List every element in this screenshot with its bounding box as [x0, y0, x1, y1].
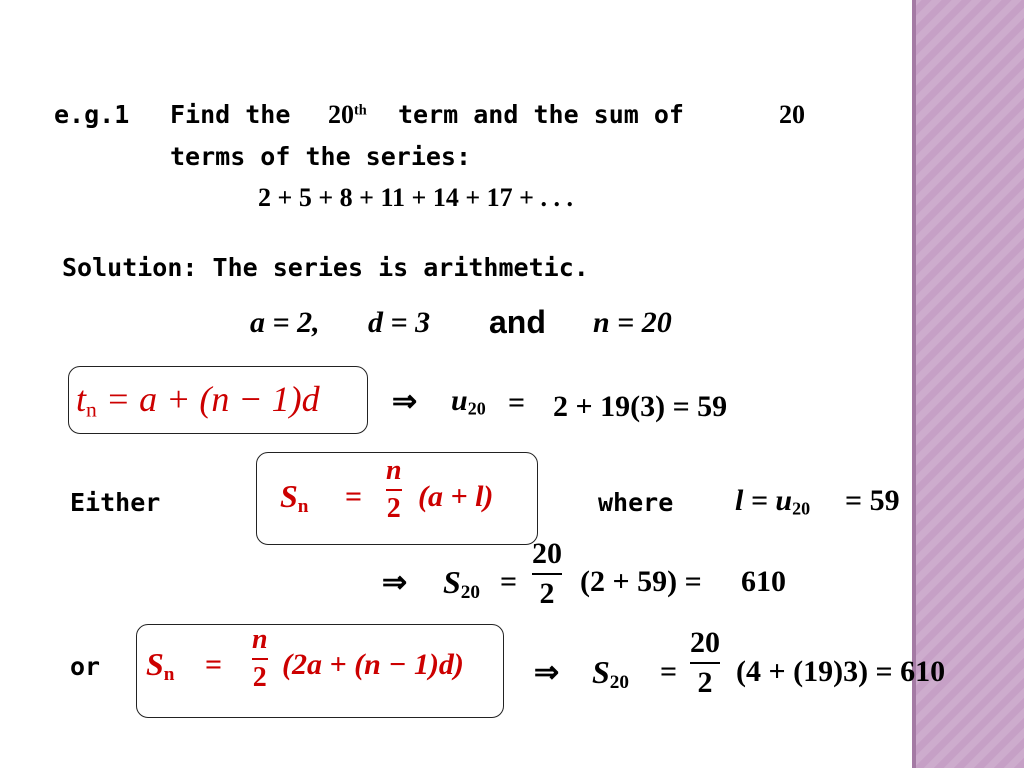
sum-formula-2-fraction: n 2	[252, 624, 268, 693]
S20-expression-1: (2 + 59) =	[580, 565, 702, 598]
fraction-20-over-2-b: 20 2	[690, 626, 720, 699]
given-d: d = 3	[368, 306, 431, 339]
or-label: or	[70, 652, 101, 681]
sum-formula-1-paren: (a + l)	[418, 480, 494, 513]
implies-arrow-2: ⇒	[382, 566, 408, 599]
equals-3: =	[660, 655, 678, 688]
l-result: = 59	[845, 484, 900, 517]
fraction-20-over-2-a: 20 2	[532, 537, 562, 610]
S20-symbol-2: $S_{20}$	[592, 654, 629, 693]
implies-arrow-3: ⇒	[534, 656, 560, 689]
where-label: where	[598, 488, 674, 517]
given-a: a = 2,	[250, 306, 320, 339]
sum-count: 20	[779, 100, 805, 129]
implies-arrow-1: ⇒	[392, 385, 418, 418]
equals-2: =	[500, 565, 518, 598]
u20-symbol: $u_{20}$	[451, 384, 486, 419]
stripe-edge	[912, 0, 916, 768]
term-number: 20th	[328, 100, 367, 129]
sum-formula-1-fraction: n 2	[386, 455, 402, 524]
equals-1: =	[508, 386, 526, 419]
problem-text-3: terms of the series:	[170, 142, 472, 171]
example-label: e.g.1	[54, 100, 130, 129]
S20-result-1: 610	[741, 565, 786, 598]
S20-symbol-1: $S_{20}$	[443, 564, 480, 603]
sum-formula-2-paren: (2a + (n − 1)d)	[282, 648, 464, 681]
solution-intro: Solution: The series is arithmetic.	[62, 253, 589, 282]
decorative-side-stripe	[912, 0, 1024, 768]
series-expression: 2 + 5 + 8 + 11 + 14 + 17 + . . .	[258, 183, 573, 212]
and-word: and	[489, 304, 546, 340]
sum-formula-1-S: $S_n$	[280, 478, 309, 517]
sum-formula-2-S: $S_n$	[146, 646, 175, 685]
nth-term-formula: $t_n = a + (n - 1)d$	[76, 379, 320, 422]
problem-text-1: Find the	[170, 100, 291, 129]
u20-result: 2 + 19(3) = 59	[553, 390, 728, 423]
sum-formula-1-equals: =	[345, 480, 363, 513]
sum-formula-2-equals: =	[205, 648, 223, 681]
S20-expression-2: (4 + (19)3) = 610	[736, 655, 946, 688]
l-expression: $l = u_{20}$	[735, 484, 811, 519]
problem-text-2: term and the sum of	[398, 100, 684, 129]
either-label: Either	[70, 488, 161, 517]
given-n: n = 20	[593, 306, 672, 339]
